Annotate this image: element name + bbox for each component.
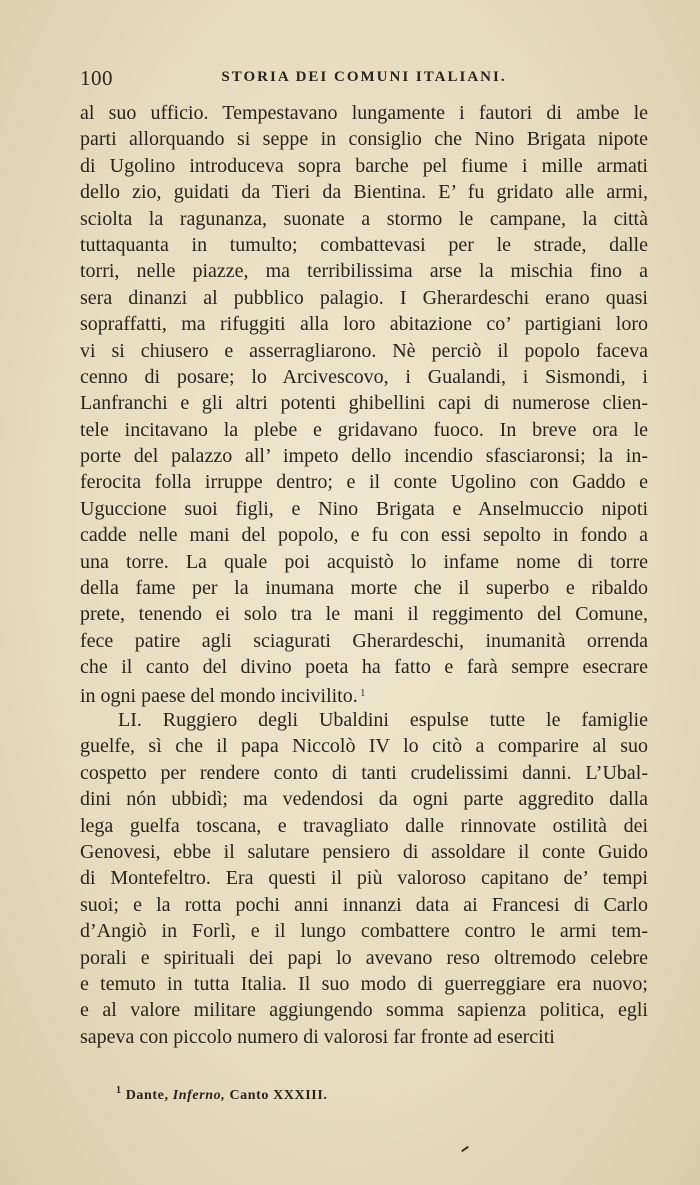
text-line: sciolta la ragunanza, suonate a stormo le campane, la città <box>80 207 648 230</box>
body-text <box>80 100 648 1050</box>
text-line: cospetto per rendere conto di tanti crudelissimi danni. L’Ubal- <box>80 761 648 784</box>
footnote <box>116 1085 616 1104</box>
text-line: Uguccione suoi figli, e Nino Brigata e Anselmuccio nipoti <box>80 497 648 520</box>
text-line: tele incitavano la plebe e gridavano fuoco. In breve ora le <box>80 418 648 441</box>
text-line: al suo ufficio. Tempestavano lungamente i fautori di ambe le <box>80 102 648 124</box>
text-line: torri, nelle piazze, ma terribilissima arse la mischia fino a <box>80 260 648 283</box>
text-line: suoi; e la rotta pochi anni innanzi data ai Francesi di Carlo <box>80 893 648 916</box>
footnote-work: Inferno, <box>172 1088 226 1103</box>
text-line: una torre. La quale poi acquistò lo infame nome di torre <box>80 550 648 573</box>
text-line: in ogni paese del mondo incivilito. $^1$ <box>80 684 366 707</box>
text-line: porte del palazzo all’ impeto dello incendio sfasciaronsi; la in- <box>80 445 648 468</box>
text-line: e temuto in tutta Italia. Il suo modo di guerreggiare era nuovo; <box>80 972 648 995</box>
text-line: della fame per la inumana morte che il superbo e ribaldo <box>80 577 648 600</box>
text-line: tuttaquanta in tumulto; combattevasi per le strade, dalle <box>80 233 648 256</box>
text-line: LI. Ruggiero degli Ubaldini espulse tutte le famiglie <box>118 708 648 731</box>
footnote-reference: 1 <box>357 687 366 699</box>
text-line: lega guelfa toscana, e travagliato dalle rinnovate ostilità dei <box>80 814 648 837</box>
footnote-marker: 1 <box>116 1085 122 1096</box>
text-line: fece patire agli sciagurati Gherardeschi, inumanità orrenda <box>80 629 648 652</box>
text-line: sapeva con piccolo numero di valorosi far fronte ad eserciti <box>80 1025 555 1048</box>
text-line: sera dinanzi al pubblico palagio. I Gherardeschi erano quasi <box>80 286 648 309</box>
footnote-location: Canto XXXIII. <box>229 1088 328 1103</box>
text-line: cenno di posare; lo Arcivescovo, i Gualandi, i Sismondi, i <box>80 365 648 388</box>
running-head: STORIA DEI COMUNI ITALIANI. <box>221 69 507 85</box>
text-line: prete, tenendo ei solo tra le mani il reggimento del Comune, <box>80 603 648 626</box>
ink-mark <box>461 1146 469 1152</box>
paragraph-1 <box>80 100 648 707</box>
footnote-author: Dante, <box>125 1088 169 1103</box>
text-line: d’Angiò in Forlì, e il lungo combattere contro le armi tem- <box>80 920 648 943</box>
text-line: Genovesi, ebbe il salutare pensiero di assoldare il conte Guido <box>80 840 648 863</box>
paragraph-2 <box>80 707 648 1050</box>
text-line: vi si chiusero e asserragliarono. Nè perciò il popolo faceva <box>80 339 648 362</box>
text-line: cadde nelle mani del popolo, e fu con essi sepolto in fondo a <box>80 524 648 547</box>
page-number: 100 <box>80 66 113 90</box>
text-line: ferocita folla irruppe dentro; e il conte Ugolino con Gaddo e <box>80 471 648 494</box>
text-line: e al valore militare aggiungendo somma sapienza politica, egli <box>80 999 648 1022</box>
text-line: parti allorquando si seppe in consiglio che Nino Brigata nipote <box>80 128 648 151</box>
text-line: Lanfranchi e gli altri potenti ghibellini capi di numerose clien- <box>80 392 648 415</box>
text-line: che il canto del divino poeta ha fatto e farà sempre esecrare <box>80 656 648 679</box>
text-line: di Ugolino introduceva sopra barche pel fiume i mille armati <box>80 154 648 177</box>
text-line: di Montefeltro. Era questi il più valoroso capitano de’ tempi <box>80 867 648 890</box>
text-line: guelfe, sì che il papa Niccolò IV lo citò a comparire al suo <box>80 735 648 758</box>
text-line: dini nón ubbidì; ma vedendosi da ogni parte aggredito dalla <box>80 788 648 811</box>
page-header <box>80 66 648 94</box>
text-line: dello zio, guidati da Tieri da Bientina. E’ fu gridato alle armi, <box>80 181 648 204</box>
text-line: porali e spirituali dei papi lo avevano reso oltremodo celebre <box>80 946 648 969</box>
text-line: sopraffatti, ma rifuggiti alla loro abitazione co’ partigiani loro <box>80 313 648 336</box>
